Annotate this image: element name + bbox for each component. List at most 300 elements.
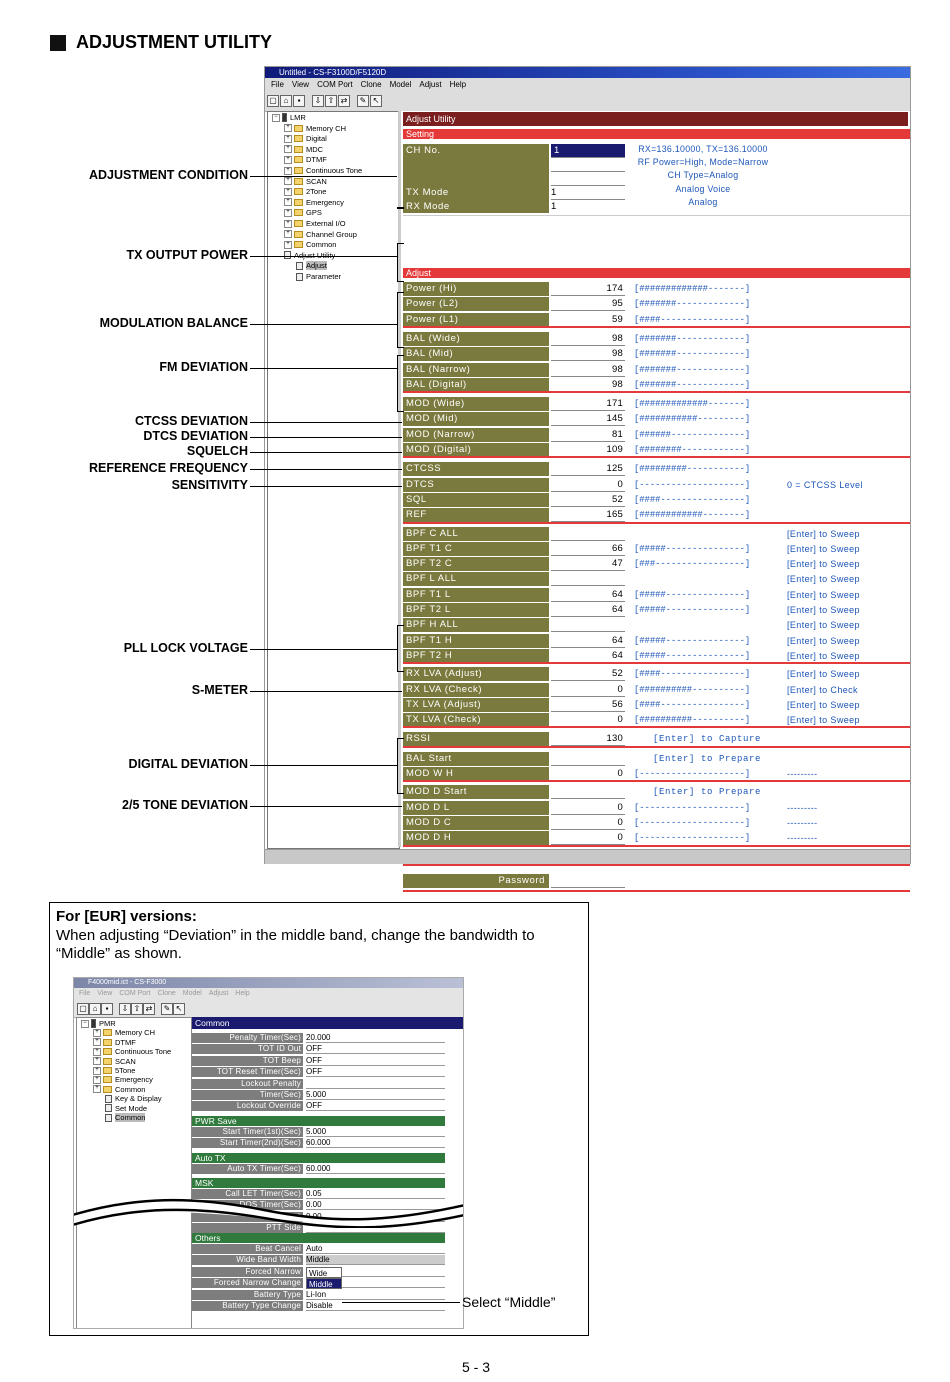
new-icon[interactable]: ▢ <box>77 1003 89 1015</box>
tree-item-memory-ch[interactable] <box>284 124 346 133</box>
expand-icon[interactable]: + <box>284 220 292 228</box>
expand-icon[interactable]: + <box>284 167 292 175</box>
document-icon <box>105 1095 112 1103</box>
adjust-value[interactable]: 64 <box>551 649 625 663</box>
setting-label: Battery Type Change <box>192 1301 303 1311</box>
adjust-label: BAL (Narrow) <box>403 363 549 377</box>
adjust-label: REF <box>403 508 549 522</box>
adjust-row-bpf-t1-c <box>401 542 910 557</box>
tree-label: MDC <box>306 144 324 154</box>
adjust-value[interactable]: 0 <box>551 831 625 845</box>
tree-item-scan[interactable] <box>93 1057 136 1066</box>
adjust-row-mod-d-c <box>401 816 910 831</box>
adjust-label: MOD (Narrow) <box>403 428 549 442</box>
tree-item-parameter[interactable] <box>296 272 341 281</box>
save-icon[interactable]: ▪ <box>101 1003 113 1015</box>
group-divider <box>403 845 910 847</box>
adjust-row-bpf-t2-l <box>401 603 910 618</box>
menu-item-file[interactable]: File <box>271 80 284 89</box>
expand-icon[interactable]: + <box>284 124 292 132</box>
tree-item-set-mode[interactable] <box>105 1104 147 1113</box>
tree-label: Common <box>306 240 337 250</box>
tree-item-5tone[interactable] <box>93 1066 135 1075</box>
adjust-label: Power (Hi) <box>403 282 549 296</box>
adjust-row-bpf-c-all <box>401 527 910 542</box>
adjust-value[interactable]: 47 <box>551 557 625 571</box>
adjust-note: [Enter] to Sweep <box>787 543 860 554</box>
adjust-value[interactable]: 165 <box>551 508 625 522</box>
channel-info-text: RF Power=High, Mode=Narrow <box>637 157 769 168</box>
level-bar: [#####---------------] <box>634 543 751 554</box>
callout-2-5-tone-deviation: 2/5 TONE DEVIATION <box>122 798 248 812</box>
clone-icon[interactable]: ⇄ <box>143 1003 155 1015</box>
eur-note-box <box>49 902 589 1336</box>
adjust-value[interactable] <box>551 785 625 799</box>
adjust-value[interactable]: 0 <box>551 713 625 727</box>
level-bar: [###########---------] <box>634 414 751 425</box>
expand-icon[interactable]: + <box>93 1057 101 1065</box>
expand-icon[interactable]: + <box>284 177 292 185</box>
setting-value[interactable]: OFF <box>306 1067 445 1077</box>
level-bar: [######--------------] <box>634 429 751 440</box>
tree-item-scan[interactable] <box>284 177 327 186</box>
adjust-row-bal-mid- <box>401 347 910 362</box>
adjust-value[interactable]: 64 <box>551 603 625 617</box>
tree-label: Set Mode <box>115 1103 148 1113</box>
tree-label: PMR <box>99 1019 116 1028</box>
adjust-value[interactable]: 98 <box>551 347 625 361</box>
folder-icon <box>294 188 303 195</box>
setting-label: Forced Narrow Change <box>192 1278 303 1288</box>
save-icon[interactable]: ▪ <box>293 95 305 107</box>
adjust-row-power-hi- <box>401 282 910 297</box>
level-bar: [##########----------] <box>634 684 751 695</box>
group-divider <box>403 746 910 748</box>
adjust-value[interactable]: 98 <box>551 363 625 377</box>
adjust-label: BPF L ALL <box>403 572 549 586</box>
adjust-label: BAL (Wide) <box>403 332 549 346</box>
menu-item-adjust[interactable]: Adjust <box>208 990 229 997</box>
adjust-note: --------- <box>787 769 818 779</box>
adjust-note: [Enter] to Sweep <box>787 589 860 600</box>
clone-icon[interactable]: ⇄ <box>338 95 350 107</box>
setting-row-wide-band-width <box>192 1255 445 1266</box>
setting-row-lockout-penalty <box>192 1079 445 1090</box>
expand-icon[interactable]: + <box>284 198 292 206</box>
password-row <box>401 874 910 889</box>
adjust-icon[interactable]: ✎ <box>357 95 369 107</box>
adjust-label: BPF T1 L <box>403 588 549 602</box>
setting-label <box>403 172 549 186</box>
adjust-value[interactable]: 64 <box>551 588 625 602</box>
tree-label: Common <box>115 1113 146 1122</box>
document-icon <box>296 273 303 281</box>
folder-icon <box>294 241 303 248</box>
level-bar: [#######-------------] <box>634 349 751 360</box>
tree-label: Adjust <box>306 261 327 271</box>
setting-value[interactable]: 0.00 <box>306 1212 445 1222</box>
adjust-label: BPF T2 H <box>403 649 549 663</box>
folder-icon <box>294 156 303 163</box>
setting-row-start-timer-1st-sec- <box>192 1127 445 1138</box>
setting-value[interactable]: 5.000 <box>306 1090 445 1100</box>
level-bar: [--------------------] <box>634 802 751 813</box>
level-bar: [####----------------] <box>634 314 751 325</box>
menu-item-adjust[interactable]: Adjust <box>419 80 442 89</box>
setting-row-tot-id-out <box>192 1044 445 1055</box>
callout-leader-line <box>250 649 397 650</box>
adjust-value[interactable]: 98 <box>551 332 625 346</box>
adjust-note: --------- <box>787 817 818 828</box>
callout-adjustment-condition: ADJUSTMENT CONDITION <box>88 168 248 182</box>
adjust-label: RSSI <box>403 732 549 746</box>
adjust-value[interactable]: 52 <box>551 493 625 507</box>
setting-row-timer-sec- <box>192 1090 445 1101</box>
adjust-row-mod-mid- <box>401 412 910 427</box>
adjust-value[interactable] <box>551 618 625 632</box>
setting-value[interactable]: 0.05 <box>306 1189 445 1199</box>
setting-value[interactable]: Disable <box>306 1301 445 1311</box>
adjust-label: Power (L2) <box>403 297 549 311</box>
tree-item-memory-ch[interactable] <box>93 1028 155 1037</box>
adjust-label: MOD (Digital) <box>403 443 549 457</box>
callout-leader-line <box>250 806 402 807</box>
dropdown-option-wide[interactable]: Wide <box>306 1267 342 1278</box>
setting-value[interactable]: Auto <box>306 1244 445 1254</box>
adjust-label: MOD D Start <box>403 785 549 799</box>
setting-value[interactable]: OFF <box>306 1044 445 1054</box>
setting-value[interactable]: 20.000 <box>306 1033 445 1043</box>
expand-icon[interactable]: − <box>81 1020 89 1028</box>
common-panel <box>192 1017 463 1328</box>
folder-icon <box>103 1086 112 1093</box>
heading-text: ADJUSTMENT UTILITY <box>76 32 272 52</box>
group-divider <box>403 864 910 866</box>
tree-label: SCAN <box>115 1056 136 1066</box>
adjust-value[interactable]: 64 <box>551 634 625 648</box>
adjust-value[interactable]: 0 <box>551 683 625 697</box>
adjust-value[interactable]: 125 <box>551 462 625 476</box>
tree-item-common[interactable] <box>284 240 336 249</box>
callout-s-meter: S-METER <box>191 683 248 697</box>
folder-icon <box>294 199 303 206</box>
channel-info-text: RX=136.10000, TX=136.10000 <box>638 144 768 154</box>
tree-item-digital[interactable] <box>284 134 327 143</box>
expand-icon[interactable]: + <box>284 135 292 143</box>
adjust-label: MOD (Mid) <box>403 412 549 426</box>
callout-tx-output-power: TX OUTPUT POWER <box>126 248 248 262</box>
tree-item-external-i-o[interactable] <box>284 219 346 228</box>
tree-item-common[interactable] <box>105 1113 145 1122</box>
setting-label: TOT ID Out <box>192 1044 303 1054</box>
setting-value[interactable]: 1 <box>551 200 625 214</box>
setting-value[interactable]: 60.000 <box>306 1164 445 1174</box>
open-icon[interactable]: ⌂ <box>280 95 292 107</box>
adjust-value[interactable] <box>551 752 625 766</box>
callout-bracket <box>397 355 404 412</box>
adjust-value[interactable]: 52 <box>551 667 625 681</box>
setting-value[interactable]: Li-Ion <box>306 1290 445 1300</box>
adjust-note: [Enter] to Sweep <box>787 528 860 539</box>
adjust-label: BPF T2 L <box>403 603 549 617</box>
adjust-value[interactable]: 109 <box>551 443 625 457</box>
expand-icon[interactable]: + <box>284 241 292 249</box>
menu-item-com-port[interactable]: COM Port <box>119 990 151 997</box>
write-icon[interactable]: ⇧ <box>325 95 337 107</box>
adjust-note: [Enter] to Sweep <box>787 620 860 631</box>
adjust-row-sql <box>401 493 910 508</box>
setting-row-start-timer-2nd-sec- <box>192 1138 445 1149</box>
read-icon[interactable]: ⇩ <box>312 95 324 107</box>
setting-label: Auto TX Timer(Sec) <box>192 1164 303 1174</box>
tree-label: SCAN <box>306 176 327 186</box>
callout-digital-deviation: DIGITAL DEVIATION <box>128 757 248 771</box>
adjust-value[interactable] <box>551 527 625 541</box>
tree-label: Continuous Tone <box>306 166 363 175</box>
callout-leader-line <box>250 368 397 369</box>
setting-label: Forced Narrow <box>192 1267 303 1277</box>
level-bar: [--------------------] <box>634 817 751 828</box>
callout-leader-line <box>250 486 402 487</box>
adjust-note: [Enter] to Check <box>787 684 858 695</box>
adjust-label: BPF H ALL <box>403 618 549 632</box>
adjust-value[interactable]: 95 <box>551 297 625 311</box>
level-bar: [--------------------] <box>634 769 751 779</box>
tree-item-lmr[interactable] <box>272 113 306 122</box>
setting-row-lockout-override <box>192 1101 445 1112</box>
toolbar-2 <box>74 999 463 1018</box>
tree-label: 5Tone <box>115 1066 136 1075</box>
tree-item-dtmf[interactable] <box>93 1038 136 1047</box>
level-bar: [####----------------] <box>634 669 751 680</box>
adjust-label: TX LVA (Adjust) <box>403 698 549 712</box>
adjust-row-bal-wide- <box>401 332 910 347</box>
setting-label: Call LET Timer(Sec) <box>192 1189 303 1199</box>
expand-icon[interactable]: + <box>93 1038 101 1046</box>
tree-label: GPS <box>306 208 322 218</box>
open-icon[interactable]: ⌂ <box>89 1003 101 1015</box>
radio-icon <box>91 1019 96 1028</box>
action-hint: [Enter] to Prepare <box>647 787 762 798</box>
dropdown-option-middle[interactable]: Middle <box>306 1278 342 1289</box>
password-field[interactable] <box>551 874 625 888</box>
menu-item-file[interactable]: File <box>79 990 91 997</box>
tree-label: External I/O <box>306 219 346 228</box>
pwr-save-section: PWR Save <box>192 1116 445 1126</box>
setting-value[interactable]: 0.00 <box>306 1200 445 1210</box>
setting-value[interactable] <box>306 1079 445 1089</box>
tree-view[interactable] <box>267 111 400 849</box>
expand-icon[interactable]: − <box>272 114 280 122</box>
tree-label: DTMF <box>306 155 327 165</box>
document-icon <box>105 1114 112 1122</box>
menu-item-com-port[interactable]: COM Port <box>317 80 353 89</box>
tree-item-continuous-tone[interactable] <box>284 166 362 175</box>
menu-item-view[interactable]: View <box>291 80 310 89</box>
setting-value[interactable]: OFF <box>306 1101 445 1111</box>
write-icon[interactable]: ⇧ <box>131 1003 143 1015</box>
setting-value[interactable]: 1 <box>551 144 625 158</box>
adjust-value[interactable]: 171 <box>551 397 625 411</box>
level-bar: [#########-----------] <box>634 464 751 475</box>
tree-item-channel-group[interactable] <box>284 230 357 239</box>
tree-item-common[interactable] <box>93 1085 145 1094</box>
setting-label: Lockout Override <box>192 1101 303 1111</box>
eur-title: For [EUR] versions: <box>56 908 197 925</box>
setting-value[interactable]: 60.000 <box>306 1138 445 1148</box>
setting-value[interactable]: 1 <box>551 186 625 200</box>
adjust-label: BPF C ALL <box>403 527 549 541</box>
expand-icon[interactable]: + <box>284 230 292 238</box>
adjust-value[interactable] <box>551 572 625 586</box>
tree-item-dtmf[interactable] <box>284 155 327 164</box>
expand-icon[interactable]: + <box>284 156 292 164</box>
menu-item-clone[interactable]: Clone <box>157 990 176 997</box>
folder-icon <box>294 167 303 174</box>
menu-item-help[interactable]: Help <box>235 990 250 997</box>
setting-section-header: Setting <box>403 129 910 139</box>
status-bar <box>265 849 910 864</box>
tree-item-gps[interactable] <box>284 208 322 217</box>
adjust-value[interactable]: 0 <box>551 478 625 492</box>
adjust-section-header: Adjust <box>403 268 910 278</box>
adjust-label: CTCSS <box>403 462 549 476</box>
callout-squelch: SQUELCH <box>186 444 248 458</box>
adjust-label: BPF T1 H <box>403 634 549 648</box>
setting-row-beat-cancel <box>192 1244 445 1255</box>
adjust-value[interactable]: 0 <box>551 816 625 830</box>
adjust-label: MOD D L <box>403 801 549 815</box>
window-title-bar <box>265 67 910 78</box>
tree-label: DTMF <box>115 1037 136 1047</box>
menu-bar-2 <box>74 988 463 999</box>
adjust-label: BAL (Digital) <box>403 378 549 392</box>
adjust-label: MOD D H <box>403 831 549 845</box>
adjust-row-bpf-t1-l <box>401 588 910 603</box>
level-bar: [####----------------] <box>634 494 751 505</box>
folder-icon <box>294 220 303 227</box>
setting-label: TOT Reset Timer(Sec) <box>192 1067 303 1077</box>
adjust-label: SQL <box>403 493 549 507</box>
adjust-value[interactable]: 0 <box>551 801 625 815</box>
folder-icon <box>103 1039 112 1046</box>
setting-label: CH No. <box>403 144 549 158</box>
level-bar: [##########----------] <box>634 715 751 726</box>
setting-divider <box>403 213 910 216</box>
adjust-row-ctcss <box>401 462 910 477</box>
tree-item-mdc[interactable] <box>284 145 323 154</box>
setting-label: Wide Band Width <box>192 1255 303 1265</box>
adjust-value[interactable]: 56 <box>551 698 625 712</box>
adjust-label: TX LVA (Check) <box>403 713 549 727</box>
adjust-value[interactable]: 98 <box>551 378 625 392</box>
adjust-label: BPF T1 C <box>403 542 549 556</box>
expand-icon[interactable]: + <box>93 1067 101 1075</box>
setting-label: Start Timer(1st)(Sec) <box>192 1127 303 1137</box>
adjust-label: RX LVA (Check) <box>403 683 549 697</box>
expand-icon[interactable]: + <box>93 1076 101 1084</box>
expand-icon[interactable]: + <box>93 1029 101 1037</box>
menu-item-view[interactable]: View <box>97 990 113 997</box>
adjust-note: --------- <box>787 833 818 844</box>
tree-item-emergency[interactable] <box>284 198 344 207</box>
setting-value[interactable]: OFF <box>306 1056 445 1066</box>
tree-label: Key & Display <box>115 1094 162 1104</box>
setting-value[interactable]: 5.000 <box>306 1127 445 1137</box>
expand-icon[interactable]: + <box>93 1048 101 1056</box>
menu-item-model[interactable]: Model <box>182 990 202 997</box>
tree-item-2tone[interactable] <box>284 187 326 196</box>
callout-leader-line <box>250 691 402 692</box>
menu-item-clone[interactable]: Clone <box>360 80 382 89</box>
menu-bar <box>265 78 910 91</box>
group-divider <box>403 726 910 728</box>
tree-item-key-display[interactable] <box>105 1094 162 1103</box>
adjust-value[interactable]: 174 <box>551 282 625 296</box>
group-divider <box>403 662 910 664</box>
adjust-icon[interactable]: ✎ <box>161 1003 173 1015</box>
adjust-row-power-l2- <box>401 297 910 312</box>
tree-item-adjust[interactable] <box>296 261 327 270</box>
select-middle-leader-line <box>342 1302 460 1303</box>
setting-label: Start Timer(2nd)(Sec) <box>192 1138 303 1148</box>
menu-item-model[interactable]: Model <box>389 80 412 89</box>
callout-pll-lock-voltage: PLL LOCK VOLTAGE <box>123 641 248 655</box>
adjust-value[interactable]: 145 <box>551 412 625 426</box>
password-label: Password <box>403 874 549 888</box>
folder-icon <box>103 1058 112 1065</box>
adjust-value[interactable]: 130 <box>551 732 625 746</box>
tree-item-emergency[interactable] <box>93 1075 153 1084</box>
adjust-value[interactable]: 81 <box>551 428 625 442</box>
tree-view-2[interactable] <box>76 1017 192 1329</box>
expand-icon[interactable]: + <box>284 188 292 196</box>
tree-item-pmr[interactable] <box>81 1019 116 1028</box>
new-icon[interactable]: ▢ <box>267 95 279 107</box>
setting-value[interactable] <box>551 158 625 172</box>
setting-label: DOS Timer(Sec) <box>192 1200 303 1210</box>
adjust-value[interactable]: 66 <box>551 542 625 556</box>
tree-item-continuous-tone[interactable] <box>93 1047 171 1056</box>
setting-value[interactable]: Middle <box>306 1255 445 1265</box>
adjust-row-bpf-t1-h <box>401 634 910 649</box>
read-icon[interactable]: ⇩ <box>119 1003 131 1015</box>
setting-value[interactable] <box>551 172 625 186</box>
adjust-value[interactable]: 0 <box>551 767 625 781</box>
callout-reference-frequency: REFERENCE FREQUENCY <box>88 461 248 475</box>
setting-row-battery-type <box>192 1290 445 1301</box>
expand-icon[interactable]: + <box>284 145 292 153</box>
setting-row-auto-tx-timer-sec- <box>192 1164 445 1175</box>
adjust-label: MOD D C <box>403 816 549 830</box>
menu-item-help[interactable]: Help <box>449 80 467 89</box>
adjust-value[interactable]: 59 <box>551 313 625 327</box>
adjust-label: Power (L1) <box>403 313 549 327</box>
adjust-note: --------- <box>787 802 818 813</box>
document-icon <box>296 262 303 270</box>
action-hint: [Enter] to Capture <box>647 734 762 745</box>
callout-ctcss-deviation: CTCSS DEVIATION <box>135 414 248 428</box>
pointer-icon[interactable]: ↖ <box>173 1003 185 1015</box>
adjust-note: [Enter] to Sweep <box>787 559 860 570</box>
pointer-icon[interactable]: ↖ <box>370 95 382 107</box>
callout-leader-line <box>250 422 402 423</box>
setting-label: Beat Cancel <box>192 1244 303 1254</box>
folder-icon <box>294 135 303 142</box>
page-number: 5 - 3 <box>462 1359 491 1375</box>
expand-icon[interactable]: + <box>93 1085 101 1093</box>
expand-icon[interactable]: + <box>284 209 292 217</box>
